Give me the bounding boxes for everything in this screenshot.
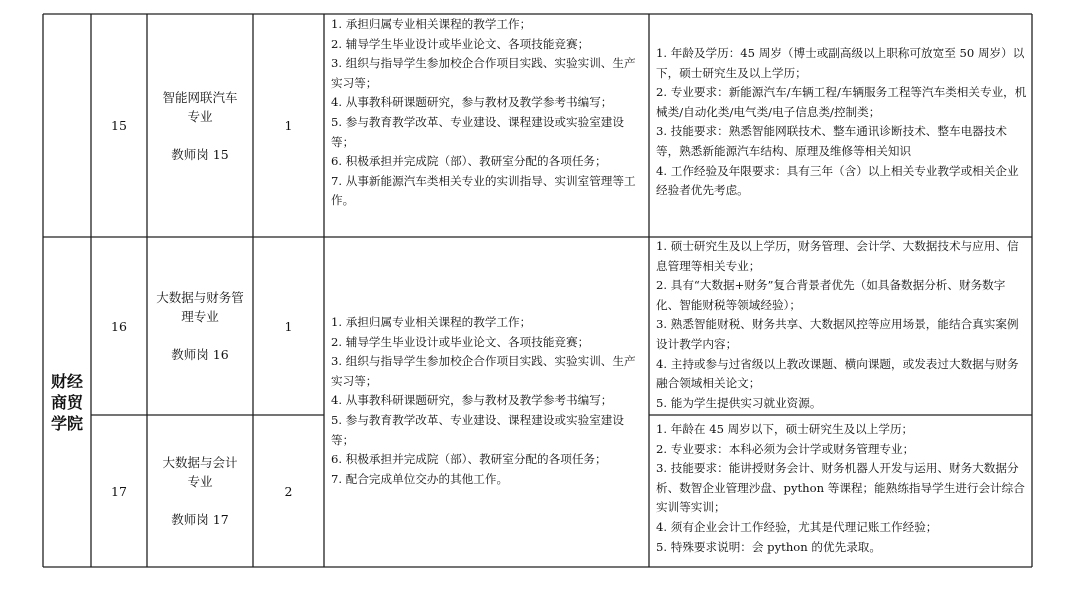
row-number: 17 [111, 483, 127, 499]
row-15-major-cell [147, 14, 253, 237]
duty-item: 3. 组织与指导学生参加校企合作项目实践、实验实训、生产实习等； [331, 56, 636, 90]
requirement-item: 1. 硕士研究生及以上学历，财务管理、会计学、大数据技术与应用、信息管理等相关专业； [656, 239, 1019, 273]
requirement-item: 2. 专业要求：本科必须为会计学或财务管理专业； [656, 441, 915, 456]
requirement-item: 2. 专业要求：新能源汽车/车辆工程/车辆服务工程等汽车类相关专业，机械类/自动化类/电气类/电子信息类/控制类； [656, 85, 1027, 119]
college-name: 财经商贸学院 [50, 371, 83, 433]
row-number: 15 [111, 118, 127, 133]
major-name-line: 大数据与会计 [162, 455, 238, 470]
duty-item: 3. 组织与指导学生参加校企合作项目实践、实验实训、生产实习等； [331, 354, 636, 388]
duty-item: 6. 积极承担并完成院（部）、教研室分配的各项任务； [331, 452, 607, 467]
requirement-item: 4. 主持或参与过省级以上教改课题、横向课题，或发表过大数据与财务融合领域相关论文； [656, 356, 1019, 391]
row-16-count-cell [253, 237, 324, 415]
row-15-requirements-cell [649, 44, 1032, 234]
row-number: 16 [111, 318, 127, 334]
row-15-number-cell [91, 14, 147, 237]
duty-item: 7. 从事新能源汽车类相关专业的实训指导、实训室管理等工作。 [331, 173, 636, 208]
major-name-line: 大数据与财务管 [156, 290, 244, 305]
row-15-duties-cell [324, 15, 649, 237]
major-name-line: 智能网联汽车 [162, 89, 238, 105]
post-name: 教师岗 17 [171, 512, 229, 527]
duty-item: 4. 从事教科研课题研究，参与教材及教学参考书编写； [331, 393, 613, 408]
duty-item: 7. 配合完成单位交办的其他工作。 [331, 471, 509, 486]
requirement-item: 1. 年龄在 45 周岁以下，硕士研究生及以上学历； [656, 422, 914, 436]
requirement-item: 4. 须有企业会计工作经验，尤其是代理记账工作经验； [656, 519, 938, 534]
rows-16-17-duties-cell [324, 313, 649, 567]
hire-count: 1 [284, 318, 293, 334]
requirement-item: 4. 工作经验及年限要求：具有三年（含）以上相关专业教学或相关企业经验者优先考虑。 [656, 163, 1019, 198]
duty-item: 5. 参与教育教学改革、专业建设、课程建设或实验室建设等； [331, 412, 624, 447]
duty-item: 2. 辅导学生毕业设计或毕业论文、各项技能竞赛； [331, 36, 590, 51]
requirement-item: 2. 具有“大数据+财务”复合背景者优先（如具备数据分析、财务数字化、智能财税等领域经验）； [656, 278, 1006, 312]
duty-item: 5. 参与教育教学改革、专业建设、课程建设或实验室建设等； [331, 114, 624, 149]
hire-count: 1 [284, 118, 293, 133]
post-name: 教师岗 15 [171, 146, 229, 162]
requirement-item: 5. 特殊要求说明：会 python 的优先录取。 [656, 539, 881, 554]
duty-item: 1. 承担归属专业相关课程的教学工作； [331, 17, 532, 31]
requirement-item: 3. 技能要求：熟悉智能网联技术、整车通讯诊断技术、整车电器技术等，熟悉新能源汽车结构、原理及维修等相关知识 [656, 124, 1007, 158]
row-16-number-cell [91, 237, 147, 415]
post-name: 教师岗 16 [171, 347, 229, 362]
row-15-count-cell [253, 14, 324, 237]
row-17-number-cell [91, 415, 147, 567]
duty-item: 1. 承担归属专业相关课程的教学工作； [331, 315, 532, 329]
row-17-count-cell [253, 415, 324, 567]
requirement-item: 3. 熟悉智能财税、财务共享、大数据风控等应用场景，能结合真实案例设计教学内容； [656, 317, 1019, 351]
major-name-line: 专业 [187, 108, 213, 124]
row-17-requirements-cell [649, 420, 1032, 567]
college-cell [43, 237, 91, 567]
requirement-item: 5. 能为学生提供实习就业资源。 [656, 395, 822, 410]
duty-item: 6. 积极承担并完成院（部）、教研室分配的各项任务； [331, 154, 607, 169]
requirement-item: 1. 年龄及学历：45 周岁（博士或副高级以上职称可放宽至 50 周岁）以下，硕士研究生及以上学历； [656, 46, 1025, 80]
row-16-requirements-cell [649, 237, 1032, 415]
major-name-line: 理专业 [181, 309, 219, 324]
duty-item: 4. 从事教科研课题研究，参与教材及教学参考书编写； [331, 95, 613, 110]
hire-count: 2 [284, 483, 293, 499]
row-17-major-cell [147, 415, 253, 567]
row-16-major-cell [147, 237, 253, 415]
requirement-item: 3. 技能要求：能讲授财务会计、财务机器人开发与运用、财务大数据分析、数智企业管理沙盘、python 等课程；能熟练指导学生进行会计综合实训等实训； [656, 461, 1025, 515]
duty-item: 2. 辅导学生毕业设计或毕业论文、各项技能竞赛； [331, 334, 590, 349]
major-name-line: 专业 [187, 474, 213, 489]
